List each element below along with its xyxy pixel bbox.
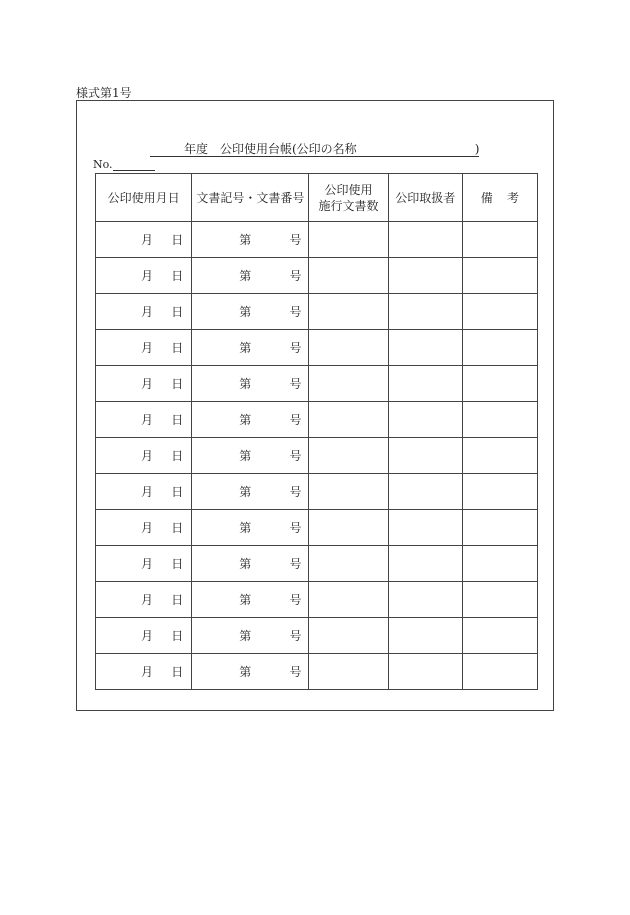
date-cell[interactable] bbox=[96, 510, 192, 546]
doc-count-cell[interactable] bbox=[309, 330, 388, 366]
remarks-cell[interactable] bbox=[462, 618, 537, 654]
date-cell[interactable] bbox=[96, 618, 192, 654]
handler-cell[interactable] bbox=[388, 654, 462, 690]
handler-cell[interactable] bbox=[388, 330, 462, 366]
header-handler: 公印取扱者 bbox=[388, 174, 462, 222]
table-header-row bbox=[96, 174, 538, 222]
remarks-cell[interactable] bbox=[462, 222, 537, 258]
go-label: 号 bbox=[289, 485, 302, 499]
dai-label: 第 bbox=[239, 305, 252, 319]
table-row bbox=[96, 618, 538, 654]
doc-count-cell[interactable] bbox=[309, 258, 388, 294]
table-row bbox=[96, 258, 538, 294]
go-label: 号 bbox=[289, 629, 302, 643]
doc-count-cell[interactable] bbox=[309, 294, 388, 330]
day-label: 日 bbox=[171, 593, 184, 607]
doc-count-cell[interactable] bbox=[309, 582, 388, 618]
dai-label: 第 bbox=[239, 593, 252, 607]
number-blank-line bbox=[113, 158, 155, 171]
ledger-title-closing: ) bbox=[474, 142, 480, 156]
remarks-cell[interactable] bbox=[462, 510, 537, 546]
header-doc-count-line1: 公印使用 bbox=[324, 182, 373, 197]
handler-cell[interactable] bbox=[388, 474, 462, 510]
handler-cell[interactable] bbox=[388, 510, 462, 546]
day-label: 日 bbox=[171, 629, 184, 643]
date-cell[interactable] bbox=[96, 222, 192, 258]
dai-label: 第 bbox=[239, 485, 252, 499]
dai-label: 第 bbox=[239, 377, 252, 391]
doc-number-cell[interactable] bbox=[192, 258, 309, 294]
doc-count-cell[interactable] bbox=[309, 438, 388, 474]
go-label: 号 bbox=[289, 305, 302, 319]
doc-count-cell[interactable] bbox=[309, 546, 388, 582]
go-label: 号 bbox=[289, 341, 302, 355]
date-cell[interactable] bbox=[96, 402, 192, 438]
table-row bbox=[96, 546, 538, 582]
day-label: 日 bbox=[171, 485, 184, 499]
remarks-cell[interactable] bbox=[462, 546, 537, 582]
number-field bbox=[93, 158, 155, 171]
date-cell[interactable] bbox=[96, 582, 192, 618]
doc-count-cell[interactable] bbox=[309, 618, 388, 654]
date-cell[interactable] bbox=[96, 546, 192, 582]
handler-cell[interactable] bbox=[388, 294, 462, 330]
handler-cell[interactable] bbox=[388, 366, 462, 402]
dai-label: 第 bbox=[239, 341, 252, 355]
go-label: 号 bbox=[289, 521, 302, 535]
table-row bbox=[96, 402, 538, 438]
handler-cell[interactable] bbox=[388, 582, 462, 618]
handler-cell[interactable] bbox=[388, 438, 462, 474]
table-row bbox=[96, 294, 538, 330]
doc-count-cell[interactable] bbox=[309, 654, 388, 690]
number-label: No. bbox=[93, 158, 113, 171]
date-cell[interactable] bbox=[96, 366, 192, 402]
handler-cell[interactable] bbox=[388, 258, 462, 294]
go-label: 号 bbox=[289, 665, 302, 679]
ledger-title-text: 年度 公印使用台帳(公印の名称 bbox=[184, 142, 357, 156]
doc-number-cell[interactable] bbox=[192, 474, 309, 510]
date-cell[interactable] bbox=[96, 438, 192, 474]
month-label: 月 bbox=[141, 629, 154, 643]
go-label: 号 bbox=[289, 233, 302, 247]
go-label: 号 bbox=[289, 269, 302, 283]
handler-cell[interactable] bbox=[388, 402, 462, 438]
doc-number-cell[interactable] bbox=[192, 402, 309, 438]
go-label: 号 bbox=[289, 557, 302, 571]
handler-cell[interactable] bbox=[388, 618, 462, 654]
doc-count-cell[interactable] bbox=[309, 366, 388, 402]
doc-number-cell[interactable] bbox=[192, 366, 309, 402]
remarks-cell[interactable] bbox=[462, 366, 537, 402]
doc-count-cell[interactable] bbox=[309, 510, 388, 546]
date-cell[interactable] bbox=[96, 654, 192, 690]
month-label: 月 bbox=[141, 305, 154, 319]
month-label: 月 bbox=[141, 485, 154, 499]
go-label: 号 bbox=[289, 593, 302, 607]
go-label: 号 bbox=[289, 377, 302, 391]
doc-count-cell[interactable] bbox=[309, 402, 388, 438]
doc-number-cell[interactable] bbox=[192, 582, 309, 618]
month-label: 月 bbox=[141, 413, 154, 427]
month-label: 月 bbox=[141, 665, 154, 679]
go-label: 号 bbox=[289, 413, 302, 427]
doc-number-cell[interactable] bbox=[192, 654, 309, 690]
month-label: 月 bbox=[141, 521, 154, 535]
month-label: 月 bbox=[141, 593, 154, 607]
dai-label: 第 bbox=[239, 665, 252, 679]
day-label: 日 bbox=[171, 377, 184, 391]
dai-label: 第 bbox=[239, 521, 252, 535]
day-label: 日 bbox=[171, 233, 184, 247]
table-row bbox=[96, 330, 538, 366]
dai-label: 第 bbox=[239, 629, 252, 643]
dai-label: 第 bbox=[239, 449, 252, 463]
go-label: 号 bbox=[289, 449, 302, 463]
handler-cell[interactable] bbox=[388, 222, 462, 258]
handler-cell[interactable] bbox=[388, 546, 462, 582]
day-label: 日 bbox=[171, 341, 184, 355]
day-label: 日 bbox=[171, 413, 184, 427]
table-row bbox=[96, 366, 538, 402]
year-blank-line bbox=[150, 142, 184, 157]
seal-usage-ledger-table bbox=[95, 173, 538, 690]
table-row bbox=[96, 438, 538, 474]
table-row bbox=[96, 582, 538, 618]
day-label: 日 bbox=[171, 269, 184, 283]
remarks-cell[interactable] bbox=[462, 438, 537, 474]
day-label: 日 bbox=[171, 557, 184, 571]
header-doc-count-line2: 施行文書数 bbox=[318, 198, 379, 213]
month-label: 月 bbox=[141, 341, 154, 355]
day-label: 日 bbox=[171, 521, 184, 535]
header-remarks bbox=[462, 174, 537, 222]
ledger-title bbox=[150, 142, 482, 157]
month-label: 月 bbox=[141, 557, 154, 571]
form-number: 様式第1号 bbox=[76, 86, 132, 100]
header-doc-number: 文書記号・文書番号 bbox=[192, 174, 309, 222]
doc-number-cell[interactable] bbox=[192, 618, 309, 654]
header-remarks-char1: 備 bbox=[480, 190, 493, 205]
doc-number-cell[interactable] bbox=[192, 438, 309, 474]
month-label: 月 bbox=[141, 377, 154, 391]
table-row bbox=[96, 510, 538, 546]
month-label: 月 bbox=[141, 233, 154, 247]
date-cell[interactable] bbox=[96, 258, 192, 294]
dai-label: 第 bbox=[239, 557, 252, 571]
day-label: 日 bbox=[171, 665, 184, 679]
remarks-cell[interactable] bbox=[462, 402, 537, 438]
date-cell[interactable] bbox=[96, 294, 192, 330]
month-label: 月 bbox=[141, 449, 154, 463]
table-row bbox=[96, 654, 538, 690]
remarks-cell[interactable] bbox=[462, 258, 537, 294]
date-cell[interactable] bbox=[96, 330, 192, 366]
doc-number-cell[interactable] bbox=[192, 330, 309, 366]
dai-label: 第 bbox=[239, 269, 252, 283]
doc-number-cell[interactable] bbox=[192, 294, 309, 330]
day-label: 日 bbox=[171, 449, 184, 463]
doc-number-cell[interactable] bbox=[192, 546, 309, 582]
dai-label: 第 bbox=[239, 413, 252, 427]
header-doc-count bbox=[309, 174, 388, 222]
remarks-cell[interactable] bbox=[462, 654, 537, 690]
remarks-cell[interactable] bbox=[462, 474, 537, 510]
table-row bbox=[96, 222, 538, 258]
doc-number-cell[interactable] bbox=[192, 510, 309, 546]
dai-label: 第 bbox=[239, 233, 252, 247]
remarks-cell[interactable] bbox=[462, 582, 537, 618]
remarks-cell[interactable] bbox=[462, 330, 537, 366]
table-row bbox=[96, 474, 538, 510]
doc-count-cell[interactable] bbox=[309, 474, 388, 510]
doc-count-cell[interactable] bbox=[309, 222, 388, 258]
month-label: 月 bbox=[141, 269, 154, 283]
seal-name-blank-line bbox=[357, 142, 475, 157]
remarks-cell[interactable] bbox=[462, 294, 537, 330]
date-cell[interactable] bbox=[96, 474, 192, 510]
doc-number-cell[interactable] bbox=[192, 222, 309, 258]
header-remarks-char2: 考 bbox=[506, 190, 519, 205]
day-label: 日 bbox=[171, 305, 184, 319]
header-date: 公印使用月日 bbox=[96, 174, 192, 222]
